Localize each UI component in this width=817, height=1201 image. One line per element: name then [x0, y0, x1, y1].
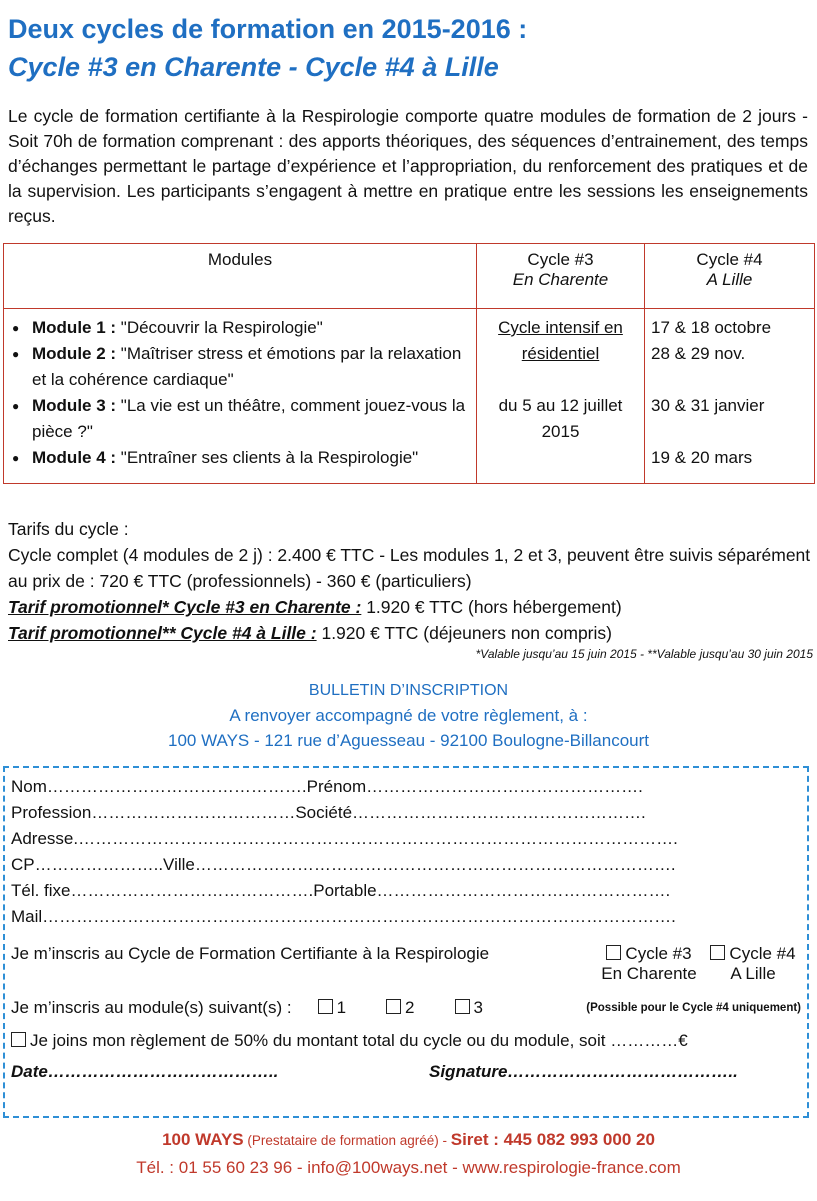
module-option-3[interactable] — [455, 998, 483, 1018]
module-label: Module 1 : — [32, 318, 117, 337]
cycle-choice-row — [11, 944, 801, 984]
city-field[interactable]: CP…………………..Ville…………………………………………………………………………. — [11, 855, 676, 874]
cycle3-year: 2015 — [541, 422, 580, 441]
module-option-1[interactable] — [318, 998, 346, 1018]
validity-note: *Valable jusqu’au 15 juin 2015 - **Valable jusqu’au 30 juin 2015 — [475, 647, 813, 661]
cycle4-date: 17 & 18 octobre — [651, 318, 772, 337]
list-item — [32, 315, 470, 341]
tarif-promo-cycle3 — [8, 594, 813, 620]
footer-agree: (Prestataire de formation agréé) - — [243, 1133, 451, 1148]
header-cycle4-place: A Lille — [706, 270, 753, 289]
cycle3-option[interactable] — [593, 944, 705, 984]
module-2-label: 2 — [405, 998, 415, 1017]
cycle-choice-label: Je m’inscris au Cycle de Formation Certifiante à la Respirologie — [11, 944, 490, 963]
cycle3-intensive: Cycle intensif en — [498, 318, 623, 337]
title-line-2: Cycle #3 en Charente - Cycle #4 à Lille — [8, 52, 499, 82]
module-3-checkbox[interactable] — [455, 999, 470, 1014]
payment-row[interactable] — [11, 1028, 801, 1054]
cycle3-cell — [477, 309, 645, 484]
promo-cycle3-value: 1.920 € TTC (hors hébergement) — [361, 597, 622, 617]
table-body-row — [4, 309, 815, 484]
registration-form — [3, 766, 809, 1118]
module-text: "La vie est un théâtre, comment jouez-vous la pièce ?" — [32, 396, 466, 441]
module-text: "Entraîner ses clients à la Respirologie" — [116, 448, 419, 467]
mail-field[interactable]: Mail…………………………………………………………………………………………………. — [11, 907, 676, 926]
payment-label: Je joins mon règlement de 50% du montant total du cycle ou du module, soit …………€ — [30, 1031, 688, 1050]
header-cycle4-title: Cycle #4 — [696, 250, 763, 269]
list-item — [32, 341, 470, 393]
header-modules: Modules — [4, 244, 477, 309]
list-item — [32, 445, 470, 471]
module-1-label: 1 — [336, 998, 347, 1017]
date-field[interactable]: Date………………………………….. — [11, 1062, 279, 1081]
modules-cell — [4, 309, 477, 484]
cycle4-option-place: A Lille — [730, 964, 776, 983]
tarifs-heading: Tarifs du cycle : — [8, 519, 129, 539]
footer-line-1 — [0, 1126, 817, 1154]
bulletin-title: BULLETIN D’INSCRIPTION — [308, 682, 509, 699]
date-signature-row — [11, 1062, 801, 1082]
cycle4-date: 30 & 31 janvier — [651, 396, 765, 415]
bulletin-header — [0, 678, 817, 753]
phone-field[interactable]: Tél. fixe…………………………………….Portable……………………………………………. — [11, 881, 671, 900]
modules-table — [3, 243, 815, 484]
cycle4-option[interactable] — [705, 944, 801, 984]
address-field[interactable]: Adresse.……………………………………………………………………………………………. — [11, 829, 678, 848]
intro-paragraph: Le cycle de formation certifiante à la Respirologie comporte quatre modules de formation de 2 jours - Soit 70h de formation comprenant : des apports théoriques, des séquences d’entrainement, des temps d’échanges permettant le partage d’expérience et l’appropriation, du renforcement des pratiques et de la supervision. Les participants s’engagent à mettre en pratique entre les sessions les enseignements reçus. — [8, 106, 808, 226]
promo-cycle4-value: 1.920 € TTC (déjeuners non compris) — [316, 623, 612, 643]
bulletin-instructions: A renvoyer accompagné de votre règlement, à : — [229, 706, 588, 725]
promo-cycle3-label: Tarif promotionnel* Cycle #3 en Charente : — [8, 597, 362, 617]
cycle3-checkbox[interactable] — [606, 945, 621, 960]
tarifs-full-price: Cycle complet (4 modules de 2 j) : 2.400 € TTC - Les modules 1, 2 et 3, peuvent être suivis séparément au prix de : 720 € TTC (professionnels) - 360 € (particuliers) — [8, 545, 811, 591]
module-1-checkbox[interactable] — [318, 999, 333, 1014]
title-line-1: Deux cycles de formation en 2015-2016 : — [8, 14, 528, 44]
module-text: "Découvrir la Respirologie" — [116, 318, 323, 337]
cycle4-cell — [645, 309, 815, 484]
module-text: "Maîtriser stress et émotions par la relaxation et la cohérence cardiaque" — [32, 344, 462, 389]
module-label: Module 4 : — [32, 448, 117, 467]
name-field[interactable]: Nom……………………………………….Prénom…………………………………………. — [11, 777, 643, 796]
cycle4-date: 28 & 29 nov. — [651, 344, 746, 363]
header-cycle3-title: Cycle #3 — [527, 250, 594, 269]
header-cycle3 — [477, 244, 645, 309]
profession-field[interactable]: Profession………………………………Société……………………………………………. — [11, 803, 646, 822]
footer-contact: Tél. : 01 55 60 23 96 - info@100ways.net - www.respirologie-france.com — [136, 1158, 681, 1177]
module-3-label: 3 — [473, 998, 483, 1017]
tarifs-section — [8, 516, 813, 662]
table-header-row — [4, 244, 815, 309]
cycle3-residential: résidentiel — [521, 344, 600, 363]
module-label: Module 2 : — [32, 344, 117, 363]
page-title — [8, 10, 527, 86]
footer-brand: 100 WAYS — [162, 1130, 244, 1149]
cycle3-option-label: Cycle #3 — [625, 944, 692, 963]
module-choice-row — [11, 998, 801, 1018]
footer-siret: Siret : 445 082 993 000 20 — [450, 1130, 655, 1149]
modules-list — [10, 315, 470, 471]
signature-field[interactable]: Signature………………………………….. — [429, 1062, 738, 1081]
module-choice-label: Je m’inscris au module(s) suivant(s) : — [11, 998, 292, 1017]
header-cycle4 — [645, 244, 815, 309]
module-2-checkbox[interactable] — [386, 999, 401, 1014]
cycle3-option-place: En Charente — [601, 964, 697, 983]
cycle4-date: 19 & 20 mars — [651, 448, 753, 467]
cycle3-dates: du 5 au 12 juillet — [498, 396, 623, 415]
cycle4-option-label: Cycle #4 — [729, 944, 796, 963]
module-option-2[interactable] — [386, 998, 414, 1018]
cycle4-checkbox[interactable] — [710, 945, 725, 960]
modules-note: (Possible pour le Cycle #4 uniquement) — [586, 1002, 801, 1014]
header-cycle3-place: En Charente — [512, 270, 609, 289]
module-label: Module 3 : — [32, 396, 117, 415]
tarif-promo-cycle4 — [8, 620, 813, 646]
promo-cycle4-label: Tarif promotionnel** Cycle #4 à Lille : — [8, 623, 317, 643]
payment-checkbox[interactable] — [11, 1032, 26, 1047]
list-item — [32, 393, 470, 445]
bulletin-address: 100 WAYS - 121 rue d’Aguesseau - 92100 Boulogne-Billancourt — [167, 731, 650, 750]
footer — [0, 1126, 817, 1181]
